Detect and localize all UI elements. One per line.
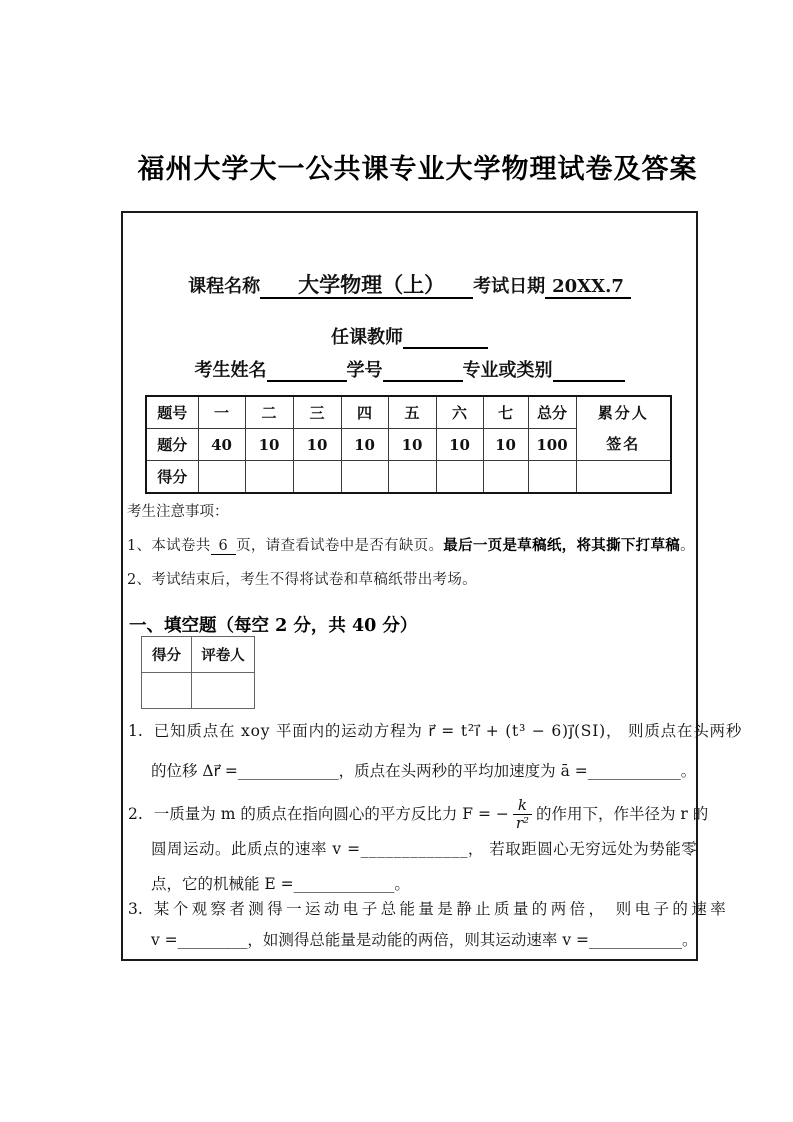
- question-2-text: 的作用下，作半径为 r 的: [535, 805, 709, 823]
- course-label: 课程名称: [188, 276, 261, 297]
- notice1-text: 。: [680, 538, 695, 554]
- score-cell: 一: [198, 396, 245, 429]
- question-2-line-2: 圆周运动。此质点的速率 v =_____________， 若取距圆心无穷远处为势能零: [151, 840, 698, 858]
- question-2-text: 一质量为 m 的质点在指向圆心的平方反比力 F = −: [153, 805, 509, 823]
- teacher-line: [123, 323, 696, 349]
- score-cell: 总分: [528, 396, 576, 429]
- fraction-denominator: r²: [515, 813, 530, 832]
- score-empty-cell: [576, 461, 671, 494]
- section1-heading: 一、填空题（每空 2 分，共 40 分）: [129, 616, 418, 636]
- notice-item-1: [127, 534, 695, 555]
- score-cell: 10: [293, 429, 341, 461]
- course-date-line: [123, 269, 696, 299]
- question-1-number: 1.: [128, 722, 143, 740]
- score-empty-cell: [388, 461, 436, 494]
- score-empty-cell: [528, 461, 576, 494]
- score-empty-cell: [436, 461, 483, 494]
- course-underline-trail: [449, 277, 473, 299]
- teacher-label: 任课教师: [331, 327, 403, 348]
- page-count-field: 6: [211, 538, 237, 555]
- score-cell: 10: [341, 429, 388, 461]
- score-cell: 100: [528, 429, 576, 461]
- grader-empty-cell: [192, 673, 255, 709]
- major-blank-field: [553, 360, 625, 382]
- score-cell: 40: [198, 429, 245, 461]
- question-1-line-1: [128, 720, 743, 742]
- fraction-numerator: k: [513, 797, 532, 815]
- grade-score-empty-cell: [142, 673, 192, 709]
- student-id-label: 学号: [346, 360, 383, 381]
- student-id-blank-field: [383, 360, 463, 382]
- score-cell: 10: [436, 429, 483, 461]
- score-cell: 10: [483, 429, 528, 461]
- score-cell: 二: [245, 396, 293, 429]
- score-table-earned-row: [146, 461, 671, 494]
- score-cell: 六: [436, 396, 483, 429]
- notice1-bold-text: 最后一页是草稿纸，将其撕下打草稿: [443, 537, 681, 554]
- question-1-line-2: 的位移 Δr⃗ =_____________，质点在头两秒的平均加速度为 ā =____________。: [151, 762, 697, 780]
- course-name-field: 大学物理（上）: [294, 272, 449, 299]
- exam-date-field: 20XX.7: [545, 276, 631, 299]
- score-cell: 题分: [146, 429, 198, 461]
- accumulator-signature-cell: [576, 396, 671, 461]
- question-3-text: 某个观察者测得一运动电子总能量是静止质量的两倍， 则电子的速率: [153, 900, 730, 918]
- student-name-label: 考生姓名: [194, 360, 267, 381]
- course-underline-lead: [260, 277, 294, 299]
- score-cell: 四: [341, 396, 388, 429]
- notices-heading: 考生注意事项：: [127, 504, 229, 520]
- question-2-line-1: [128, 795, 709, 833]
- grade-score-label: 得分: [142, 637, 192, 673]
- question-3-number: 3.: [128, 900, 143, 918]
- score-cell: 10: [245, 429, 293, 461]
- notices: [127, 500, 695, 589]
- notice1-text: 页，请查看试卷中是否有缺页。: [236, 538, 444, 554]
- score-summary-table: [145, 395, 672, 494]
- score-cell: 题号: [146, 396, 198, 429]
- page-title: 福州大学大一公共课专业大学物理试卷及答案: [137, 154, 698, 185]
- score-empty-cell: [341, 461, 388, 494]
- score-empty-cell: [245, 461, 293, 494]
- question-3-line-1: [128, 898, 730, 920]
- major-label: 专业或类别: [462, 360, 553, 381]
- score-empty-cell: [198, 461, 245, 494]
- accumulator-label: 累分人: [597, 403, 649, 422]
- score-cell: 三: [293, 396, 341, 429]
- question-3-line-2: v =_________，如测得总能量是动能的两倍，则其运动速率 v =____________。: [151, 931, 698, 949]
- score-table-header-row: [146, 396, 671, 429]
- grader-label: 评卷人: [192, 637, 255, 673]
- notice1-text: 1、本试卷共: [127, 538, 211, 554]
- score-cell: 10: [388, 429, 436, 461]
- teacher-blank-field: [403, 327, 488, 349]
- score-cell: 得分: [146, 461, 198, 494]
- score-cell: 五: [388, 396, 436, 429]
- score-cell: 七: [483, 396, 528, 429]
- question-2-line-3: 点，它的机械能 E =_____________。: [151, 875, 410, 893]
- question-1-text: 已知质点在 xoy 平面内的运动方程为 r⃗ = t²i⃗ + (t³ − 6)j⃗(SI)， 则质点在头两秒: [153, 722, 743, 740]
- student-info-line: [123, 356, 696, 382]
- exam-date-label: 考试日期: [473, 276, 546, 297]
- score-empty-cell: [293, 461, 341, 494]
- grade-box-header-row: [142, 637, 255, 673]
- grade-box-empty-row: [142, 673, 255, 709]
- student-name-blank-field: [267, 360, 347, 382]
- sign-label: 签名: [606, 434, 641, 453]
- notice-item-2: 2、考试结束后，考生不得将试卷和草稿纸带出考场。: [127, 572, 477, 588]
- exam-cover-box: [121, 211, 743, 961]
- grade-box-table: [141, 636, 255, 709]
- question-2-number: 2.: [128, 805, 143, 823]
- fraction-k-over-r2: [513, 797, 532, 832]
- score-empty-cell: [483, 461, 528, 494]
